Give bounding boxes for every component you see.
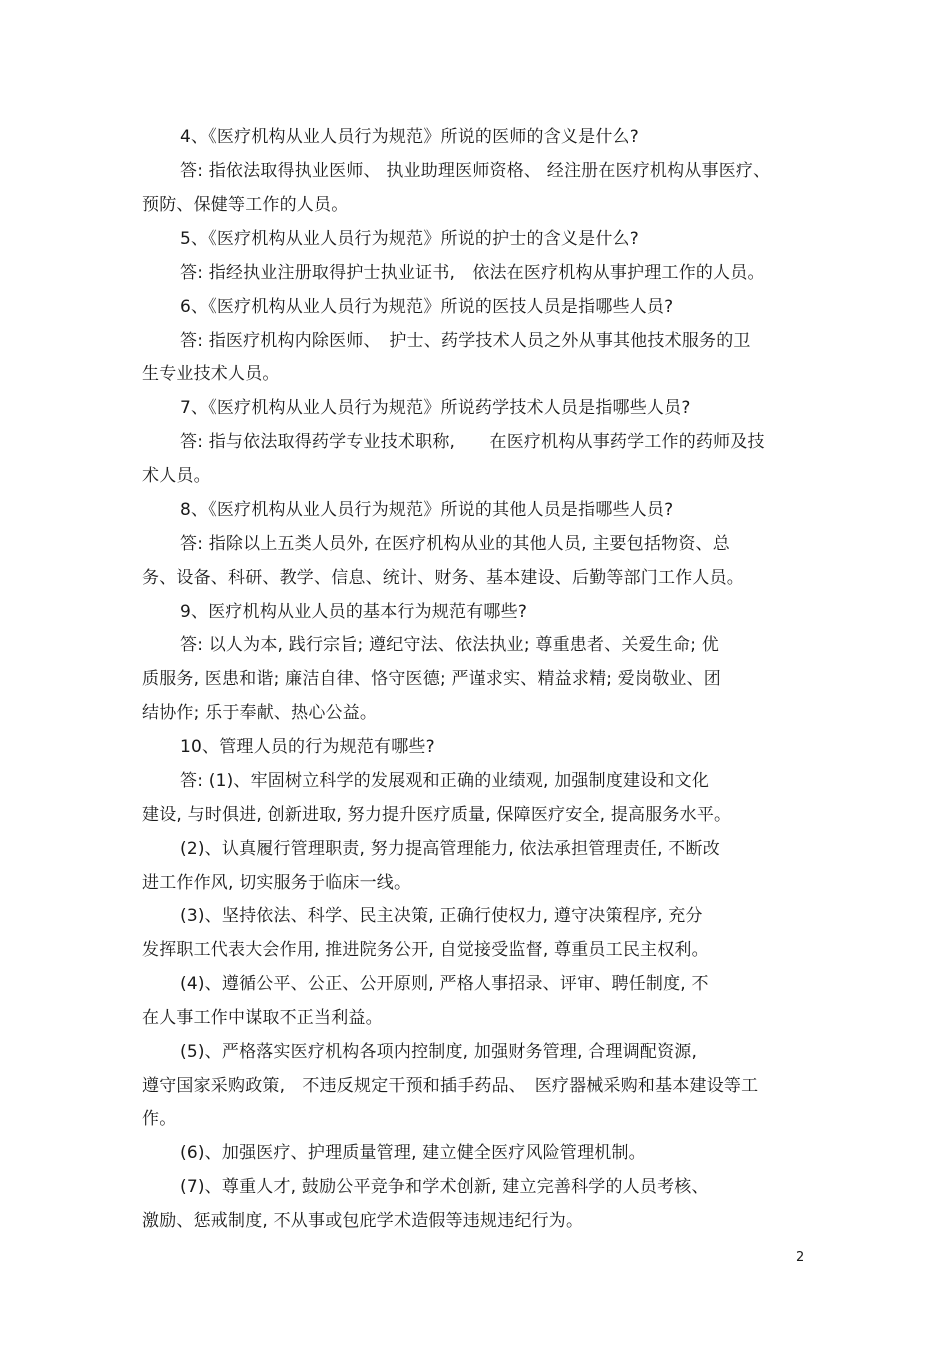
- answer-10-item-4-line-2: 在人事工作中谋取不正当利益。: [142, 1008, 383, 1028]
- answer-4-line-1: 答: 指依法取得执业医师、 执业助理医师资格、 经注册在医疗机构从事医疗、: [180, 161, 771, 181]
- question-4: 4、《医疗机构从业人员行为规范》所说的医师的含义是什么?: [180, 127, 639, 147]
- answer-10-item-5-line-3: 作。: [142, 1109, 177, 1129]
- answer-6-line-2: 生专业技术人员。: [142, 364, 280, 384]
- answer-9-line-2: 质服务, 医患和谐; 廉洁自律、恪守医德; 严谨求实、精益求精; 爱岗敬业、团: [142, 669, 722, 689]
- answer-10-item-2-line-1: (2)、认真履行管理职责, 努力提高管理能力, 依法承担管理责任, 不断改: [180, 839, 720, 859]
- answer-6-line-1: 答: 指医疗机构内除医师、 护士、药学技术人员之外从事其他技术服务的卫: [180, 331, 751, 351]
- question-10: 10、管理人员的行为规范有哪些?: [180, 737, 435, 757]
- answer-10-item-5-line-2: 遵守国家采购政策, 不违反规定干预和插手药品、 医疗器械采购和基本建设等工: [142, 1076, 759, 1096]
- answer-8-line-1: 答: 指除以上五类人员外, 在医疗机构从业的其他人员, 主要包括物资、总: [180, 534, 730, 554]
- answer-10-item-2-line-2: 进工作作风, 切实服务于临床一线。: [142, 873, 412, 893]
- answer-10-item-7-line-1: (7)、尊重人才, 鼓励公平竞争和学术创新, 建立完善科学的人员考核、: [180, 1177, 709, 1197]
- answer-9-line-3: 结协作; 乐于奉献、热心公益。: [142, 703, 378, 723]
- answer-10-item-6: (6)、加强医疗、护理质量管理, 建立健全医疗风险管理机制。: [180, 1143, 646, 1163]
- answer-9-line-1: 答: 以人为本, 践行宗旨; 遵纪守法、依法执业; 尊重患者、关爱生命; 优: [180, 635, 719, 655]
- question-8: 8、《医疗机构从业人员行为规范》所说的其他人员是指哪些人员?: [180, 500, 674, 520]
- page-number: 2: [796, 1250, 805, 1265]
- answer-10-item-1-line-2: 建设, 与时俱进, 创新进取, 努力提升医疗质量, 保障医疗安全, 提高服务水平。: [142, 805, 732, 825]
- answer-10-item-3-line-2: 发挥职工代表大会作用, 推进院务公开, 自觉接受监督, 尊重员工民主权利。: [142, 940, 709, 960]
- question-5: 5、《医疗机构从业人员行为规范》所说的护士的含义是什么?: [180, 229, 639, 249]
- answer-10-item-5-line-1: (5)、严格落实医疗机构各项内控制度, 加强财务管理, 合理调配资源,: [180, 1042, 698, 1062]
- answer-7-line-1: 答: 指与依法取得药学专业技术职称, 在医疗机构从事药学工作的药师及技: [180, 432, 765, 452]
- answer-7-line-2: 术人员。: [142, 466, 211, 486]
- answer-10-item-1-line-1: 答: (1)、牢固树立科学的发展观和正确的业绩观, 加强制度建设和文化: [180, 771, 710, 791]
- question-7: 7、《医疗机构从业人员行为规范》所说药学技术人员是指哪些人员?: [180, 398, 691, 418]
- answer-5-line-1: 答: 指经执业注册取得护士执业证书, 依法在医疗机构从事护理工作的人员。: [180, 263, 765, 283]
- question-9: 9、医疗机构从业人员的基本行为规范有哪些?: [180, 602, 528, 622]
- answer-10-item-7-line-2: 激励、惩戒制度, 不从事或包庇学术造假等违规违纪行为。: [142, 1211, 584, 1231]
- answer-4-line-2: 预防、保健等工作的人员。: [142, 195, 349, 215]
- answer-10-item-4-line-1: (4)、遵循公平、公正、公开原则, 严格人事招录、评审、聘任制度, 不: [180, 974, 709, 994]
- answer-10-item-3-line-1: (3)、坚持依法、科学、民主决策, 正确行使权力, 遵守决策程序, 充分: [180, 906, 703, 926]
- question-6: 6、《医疗机构从业人员行为规范》所说的医技人员是指哪些人员?: [180, 297, 674, 317]
- answer-8-line-2: 务、设备、科研、教学、信息、统计、财务、基本建设、后勤等部门工作人员。: [142, 568, 744, 588]
